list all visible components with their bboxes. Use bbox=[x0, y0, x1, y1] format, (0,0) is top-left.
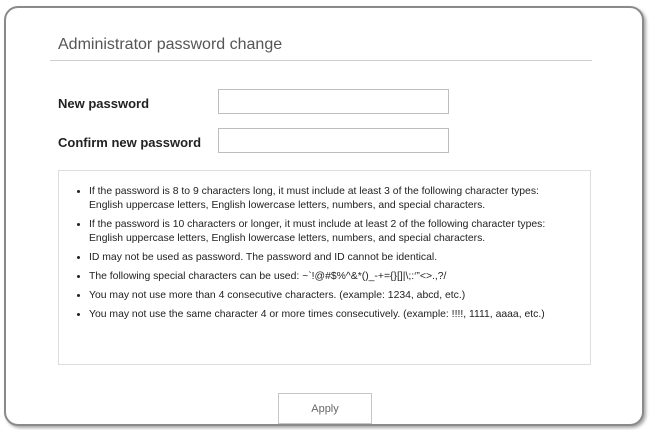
rule-item: • If the password is 10 characters or longer, it must include at least 2 of the following character types: English uppercase letters, English lowercase letters, numbers, and special characters. bbox=[89, 218, 574, 246]
confirm-password-field[interactable] bbox=[218, 128, 449, 153]
apply-button[interactable]: Apply bbox=[278, 393, 372, 424]
rule-item: • The following special characters can be used: ~`!@#$%^&*()_-+={}[]|\;:‘”<>.,?/ bbox=[89, 270, 574, 284]
rule-item: • You may not use the same character 4 or more times consecutively. (example: !!!!, 1111, aaaa, etc.) bbox=[89, 308, 574, 322]
section-title: Administrator password change bbox=[58, 36, 283, 53]
title-divider bbox=[50, 60, 592, 61]
password-rules-box bbox=[58, 170, 591, 365]
new-password-field[interactable] bbox=[218, 89, 449, 114]
rule-item: • ID may not be used as password. The password and ID cannot be identical. bbox=[89, 251, 574, 265]
confirm-password-label: Confirm new password bbox=[58, 135, 202, 150]
password-rules-list bbox=[59, 171, 590, 322]
password-change-panel bbox=[4, 6, 644, 426]
rule-item: • You may not use more than 4 consecutive characters. (example: 1234, abcd, etc.) bbox=[89, 289, 574, 303]
rule-item: • If the password is 8 to 9 characters long, it must include at least 3 of the following character types: English uppercase letters, English lowercase letters, numbers, and special characters. bbox=[89, 185, 574, 213]
new-password-label: New password bbox=[58, 96, 150, 111]
